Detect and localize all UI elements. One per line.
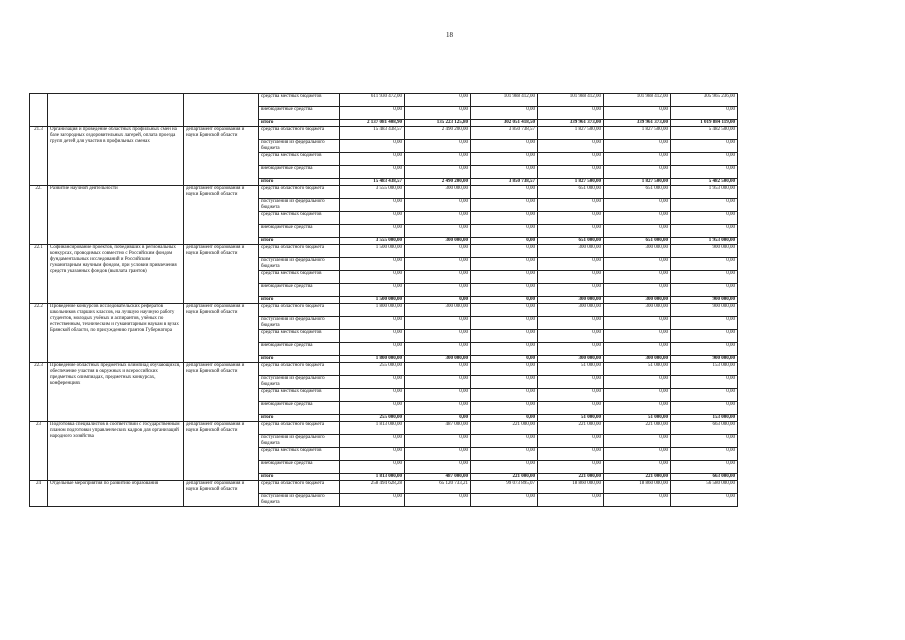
amount-cell: 487 000,00 bbox=[405, 474, 471, 481]
amount-cell: 0,00 bbox=[471, 284, 538, 297]
amount-cell: 0,00 bbox=[340, 343, 405, 356]
funding-source: средства областного бюджета bbox=[259, 304, 340, 317]
amount-cell: 0,00 bbox=[471, 107, 538, 120]
amount-cell: 0,00 bbox=[340, 461, 405, 474]
amount-cell: 0,00 bbox=[604, 140, 671, 153]
amount-cell: 0,00 bbox=[671, 271, 738, 284]
amount-cell: 0,00 bbox=[671, 107, 738, 120]
amount-cell: 0,00 bbox=[604, 284, 671, 297]
table-row bbox=[30, 186, 738, 199]
amount-cell: 0,00 bbox=[671, 212, 738, 225]
amount-cell: 0,00 bbox=[340, 317, 405, 330]
amount-cell: 0,00 bbox=[604, 166, 671, 179]
amount-cell: 0,00 bbox=[405, 199, 471, 212]
funding-source: средства местных бюджетов bbox=[259, 271, 340, 284]
amount-cell: 1 953 000,00 bbox=[671, 186, 738, 199]
amount-cell: 0,00 bbox=[405, 376, 471, 389]
amount-cell: 300 000,00 bbox=[405, 238, 471, 245]
funding-source: итого bbox=[259, 120, 340, 127]
amount-cell: 0,00 bbox=[471, 389, 538, 402]
amount-cell: 0,00 bbox=[471, 330, 538, 343]
amount-cell: 0,00 bbox=[471, 363, 538, 376]
funding-source: итого bbox=[259, 415, 340, 422]
amount-cell: 0,00 bbox=[604, 225, 671, 238]
amount-cell: 900 000,00 bbox=[671, 356, 738, 363]
amount-cell: 0,00 bbox=[538, 284, 604, 297]
amount-cell: 0,00 bbox=[471, 245, 538, 258]
amount-cell: 300 000,00 bbox=[604, 356, 671, 363]
funding-source: средства областного бюджета bbox=[259, 245, 340, 258]
item-number: 22.2 bbox=[30, 304, 48, 363]
amount-cell: 0,00 bbox=[471, 153, 538, 166]
funding-source: внебюджетные средства bbox=[259, 166, 340, 179]
amount-cell: 0,00 bbox=[671, 225, 738, 238]
amount-cell: 18 860 000,00 bbox=[538, 481, 604, 494]
amount-cell: 2 490 200,00 bbox=[405, 179, 471, 186]
amount-cell: 0,00 bbox=[471, 166, 538, 179]
amount-cell: 0,00 bbox=[604, 343, 671, 356]
item-number: 22. bbox=[30, 186, 48, 245]
amount-cell: 300 000,00 bbox=[604, 297, 671, 304]
item-number: 22.3 bbox=[30, 363, 48, 422]
amount-cell: 0,00 bbox=[340, 258, 405, 271]
amount-cell: 300 000,00 bbox=[604, 304, 671, 317]
funding-source: итого bbox=[259, 179, 340, 186]
amount-cell: 221 000,00 bbox=[604, 422, 671, 435]
amount-cell: 3 555 000,00 bbox=[340, 186, 405, 199]
amount-cell: 1 827 500,00 bbox=[538, 127, 604, 140]
amount-cell: 15 483 438,57 bbox=[340, 127, 405, 140]
amount-cell: 651 000,00 bbox=[538, 238, 604, 245]
funding-source: средства местных бюджетов bbox=[259, 330, 340, 343]
amount-cell: 0,00 bbox=[471, 238, 538, 245]
table-row bbox=[30, 304, 738, 317]
amount-cell: 221 000,00 bbox=[471, 474, 538, 481]
amount-cell: 487 000,00 bbox=[405, 422, 471, 435]
amount-cell: 0,00 bbox=[671, 140, 738, 153]
item-name: Подготовка специалистов в соответствии с государственным планом подготовки управленческих кадров для организаций народного хозяйства bbox=[48, 422, 184, 481]
amount-cell: 0,00 bbox=[340, 376, 405, 389]
amount-cell: 1 813 000,00 bbox=[340, 474, 405, 481]
amount-cell: 255 000,00 bbox=[340, 415, 405, 422]
amount-cell: 900 000,00 bbox=[671, 297, 738, 304]
amount-cell: 1 827 500,00 bbox=[538, 179, 604, 186]
amount-cell: 0,00 bbox=[538, 317, 604, 330]
amount-cell: 339 961 373,00 bbox=[538, 120, 604, 127]
amount-cell: 0,00 bbox=[604, 435, 671, 448]
amount-cell: 0,00 bbox=[340, 225, 405, 238]
amount-cell: 0,00 bbox=[604, 153, 671, 166]
item-executor: департамент образования и науки Брянской области bbox=[184, 422, 259, 481]
amount-cell: 0,00 bbox=[671, 389, 738, 402]
amount-cell: 221 000,00 bbox=[604, 474, 671, 481]
amount-cell: 0,00 bbox=[340, 153, 405, 166]
amount-cell: 0,00 bbox=[471, 461, 538, 474]
funding-source: итого bbox=[259, 474, 340, 481]
amount-cell: 0,00 bbox=[405, 94, 471, 107]
item-executor: департамент образования и науки Брянской области bbox=[184, 481, 259, 507]
funding-source: поступления из федерального бюджета bbox=[259, 317, 340, 330]
amount-cell: 101 988 412,00 bbox=[538, 94, 604, 107]
budget-table bbox=[29, 93, 738, 507]
amount-cell: 0,00 bbox=[538, 389, 604, 402]
amount-cell: 300 000,00 bbox=[538, 356, 604, 363]
amount-cell: 0,00 bbox=[471, 225, 538, 238]
amount-cell: 56 580 000,00 bbox=[671, 481, 738, 494]
amount-cell: 0,00 bbox=[340, 330, 405, 343]
amount-cell: 0,00 bbox=[538, 166, 604, 179]
amount-cell: 0,00 bbox=[405, 140, 471, 153]
amount-cell: 300 000,00 bbox=[538, 245, 604, 258]
amount-cell: 5 482 500,00 bbox=[671, 127, 738, 140]
amount-cell: 0,00 bbox=[604, 376, 671, 389]
amount-cell: 1 500 000,00 bbox=[340, 297, 405, 304]
amount-cell: 221 000,00 bbox=[538, 422, 604, 435]
amount-cell: 900 000,00 bbox=[671, 304, 738, 317]
amount-cell: 1 500 000,00 bbox=[340, 245, 405, 258]
amount-cell: 255 000,00 bbox=[340, 363, 405, 376]
amount-cell: 0,00 bbox=[538, 330, 604, 343]
amount-cell: 0,00 bbox=[405, 166, 471, 179]
amount-cell: 0,00 bbox=[538, 494, 604, 507]
amount-cell: 651 000,00 bbox=[604, 186, 671, 199]
amount-cell: 0,00 bbox=[471, 258, 538, 271]
amount-cell: 0,00 bbox=[471, 199, 538, 212]
amount-cell: 0,00 bbox=[405, 363, 471, 376]
amount-cell: 0,00 bbox=[471, 376, 538, 389]
funding-source: средства местных бюджетов bbox=[259, 153, 340, 166]
item-executor: департамент образования и науки Брянской области bbox=[184, 127, 259, 186]
amount-cell: 0,00 bbox=[405, 448, 471, 461]
table-row bbox=[30, 94, 738, 107]
amount-cell: 0,00 bbox=[538, 448, 604, 461]
item-name: Проведение областных предметных олимпиад обучающихся, обеспечение участия в окружных и всероссийских предметных олимпиадах, предметных конкурсах, конференциях bbox=[48, 363, 184, 422]
amount-cell: 0,00 bbox=[340, 271, 405, 284]
table-row bbox=[30, 127, 738, 140]
amount-cell: 305 965 236,00 bbox=[671, 94, 738, 107]
funding-source: средства областного бюджета bbox=[259, 127, 340, 140]
amount-cell: 1 019 884 119,00 bbox=[671, 120, 738, 127]
amount-cell: 3 555 000,00 bbox=[340, 238, 405, 245]
amount-cell: 0,00 bbox=[604, 107, 671, 120]
amount-cell: 3 850 738,57 bbox=[471, 179, 538, 186]
amount-cell: 0,00 bbox=[671, 330, 738, 343]
funding-source: внебюджетные средства bbox=[259, 461, 340, 474]
amount-cell: 0,00 bbox=[405, 153, 471, 166]
amount-cell: 0,00 bbox=[538, 107, 604, 120]
amount-cell: 0,00 bbox=[671, 402, 738, 415]
table-row bbox=[30, 245, 738, 258]
amount-cell: 0,00 bbox=[671, 199, 738, 212]
amount-cell: 0,00 bbox=[604, 212, 671, 225]
item-executor: департамент образования и науки Брянской области bbox=[184, 186, 259, 245]
amount-cell: 0,00 bbox=[471, 356, 538, 363]
funding-source: итого bbox=[259, 356, 340, 363]
amount-cell: 0,00 bbox=[671, 258, 738, 271]
item-executor: департамент образования и науки Брянской области bbox=[184, 304, 259, 363]
amount-cell: 0,00 bbox=[671, 376, 738, 389]
amount-cell: 0,00 bbox=[405, 494, 471, 507]
funding-source: поступления из федерального бюджета bbox=[259, 140, 340, 153]
amount-cell: 0,00 bbox=[405, 284, 471, 297]
funding-source: внебюджетные средства bbox=[259, 284, 340, 297]
amount-cell: 0,00 bbox=[471, 402, 538, 415]
amount-cell: 0,00 bbox=[671, 448, 738, 461]
funding-source: поступления из федерального бюджета bbox=[259, 435, 340, 448]
amount-cell: 0,00 bbox=[340, 494, 405, 507]
amount-cell: 0,00 bbox=[405, 389, 471, 402]
amount-cell: 0,00 bbox=[604, 494, 671, 507]
amount-cell: 0,00 bbox=[671, 166, 738, 179]
amount-cell: 0,00 bbox=[604, 461, 671, 474]
item-number: 24 bbox=[30, 481, 48, 507]
funding-source: итого bbox=[259, 238, 340, 245]
amount-cell: 0,00 bbox=[471, 297, 538, 304]
amount-cell: 300 000,00 bbox=[538, 297, 604, 304]
amount-cell: 1 800 000,00 bbox=[340, 356, 405, 363]
amount-cell: 300 000,00 bbox=[604, 245, 671, 258]
amount-cell: 0,00 bbox=[471, 304, 538, 317]
funding-source: средства местных бюджетов bbox=[259, 94, 340, 107]
amount-cell: 0,00 bbox=[604, 317, 671, 330]
amount-cell: 0,00 bbox=[604, 199, 671, 212]
amount-cell: 0,00 bbox=[604, 271, 671, 284]
amount-cell: 0,00 bbox=[538, 258, 604, 271]
amount-cell: 18 860 000,00 bbox=[604, 481, 671, 494]
amount-cell: 0,00 bbox=[604, 402, 671, 415]
amount-cell: 339 961 373,00 bbox=[604, 120, 671, 127]
funding-source: внебюджетные средства bbox=[259, 343, 340, 356]
amount-cell: 1 827 500,00 bbox=[604, 127, 671, 140]
funding-source: поступления из федерального бюджета bbox=[259, 258, 340, 271]
amount-cell: 0,00 bbox=[340, 107, 405, 120]
amount-cell: 0,00 bbox=[471, 140, 538, 153]
amount-cell: 135 223 125,80 bbox=[405, 120, 471, 127]
amount-cell: 663 000,00 bbox=[671, 422, 738, 435]
amount-cell: 0,00 bbox=[340, 284, 405, 297]
funding-source: поступления из федерального бюджета bbox=[259, 199, 340, 212]
funding-source: средства областного бюджета bbox=[259, 186, 340, 199]
amount-cell: 51 000,00 bbox=[604, 363, 671, 376]
funding-source: итого bbox=[259, 297, 340, 304]
amount-cell: 1 800 000,00 bbox=[340, 304, 405, 317]
amount-cell: 0,00 bbox=[405, 461, 471, 474]
amount-cell: 3 850 738,57 bbox=[471, 127, 538, 140]
amount-cell: 0,00 bbox=[340, 402, 405, 415]
item-name: Отдельные мероприятия по развитию образования bbox=[48, 481, 184, 507]
amount-cell: 0,00 bbox=[538, 461, 604, 474]
amount-cell: 0,00 bbox=[538, 435, 604, 448]
item-name: Организация и проведение областных профильных смен на базе загородных оздоровительных лагерей, оплата проезда групп детей для участия в профильных сменах bbox=[48, 127, 184, 186]
amount-cell: 0,00 bbox=[471, 494, 538, 507]
amount-cell: 0,00 bbox=[405, 402, 471, 415]
amount-cell: 0,00 bbox=[604, 258, 671, 271]
amount-cell: 0,00 bbox=[538, 199, 604, 212]
amount-cell: 221 000,00 bbox=[538, 474, 604, 481]
amount-cell: 0,00 bbox=[671, 461, 738, 474]
amount-cell: 0,00 bbox=[405, 258, 471, 271]
amount-cell: 0,00 bbox=[671, 343, 738, 356]
amount-cell: 15 483 438,57 bbox=[340, 179, 405, 186]
amount-cell: 0,00 bbox=[405, 245, 471, 258]
amount-cell: 101 988 412,00 bbox=[471, 94, 538, 107]
table-row bbox=[30, 363, 738, 376]
amount-cell: 2 490 200,00 bbox=[405, 127, 471, 140]
amount-cell: 153 000,00 bbox=[671, 415, 738, 422]
amount-cell: 651 000,00 bbox=[538, 186, 604, 199]
amount-cell: 153 000,00 bbox=[671, 363, 738, 376]
amount-cell: 51 000,00 bbox=[604, 415, 671, 422]
amount-cell: 99 073 895,07 bbox=[471, 481, 538, 494]
funding-source: внебюджетные средства bbox=[259, 225, 340, 238]
amount-cell: 900 000,00 bbox=[671, 245, 738, 258]
amount-cell: 1 827 500,00 bbox=[604, 179, 671, 186]
amount-cell: 663 000,00 bbox=[671, 474, 738, 481]
funding-source: средства областного бюджета bbox=[259, 422, 340, 435]
amount-cell: 0,00 bbox=[604, 448, 671, 461]
funding-source: средства местных бюджетов bbox=[259, 212, 340, 225]
amount-cell: 0,00 bbox=[340, 389, 405, 402]
amount-cell: 0,00 bbox=[405, 107, 471, 120]
amount-cell: 2 137 081 408,90 bbox=[340, 120, 405, 127]
amount-cell: 0,00 bbox=[405, 297, 471, 304]
funding-source: поступления из федерального бюджета bbox=[259, 494, 340, 507]
amount-cell: 0,00 bbox=[538, 140, 604, 153]
amount-cell: 1 813 000,00 bbox=[340, 422, 405, 435]
amount-cell: 0,00 bbox=[538, 271, 604, 284]
amount-cell: 0,00 bbox=[538, 212, 604, 225]
table-row bbox=[30, 422, 738, 435]
amount-cell: 0,00 bbox=[538, 225, 604, 238]
amount-cell: 0,00 bbox=[340, 212, 405, 225]
amount-cell: 0,00 bbox=[471, 186, 538, 199]
amount-cell: 0,00 bbox=[671, 284, 738, 297]
amount-cell: 51 000,00 bbox=[538, 415, 604, 422]
amount-cell: 0,00 bbox=[671, 317, 738, 330]
funding-source: внебюджетные средства bbox=[259, 107, 340, 120]
amount-cell: 221 000,00 bbox=[471, 422, 538, 435]
amount-cell: 65 120 733,21 bbox=[405, 481, 471, 494]
amount-cell: 300 000,00 bbox=[405, 356, 471, 363]
amount-cell: 0,00 bbox=[405, 271, 471, 284]
amount-cell: 302 051 418,50 bbox=[471, 120, 538, 127]
amount-cell: 300 000,00 bbox=[538, 304, 604, 317]
item-name: Проведение конкурсов исследовательских рефератов школьников старших классов, на лучшую научную работу студентов, молодых учёных и аспирантов, учёных по естественным, техническим и гуманитарным наукам в вузах Брянской области, по присуждению грантов Губернатора bbox=[48, 304, 184, 363]
item-executor: департамент образования и науки Брянской области bbox=[184, 245, 259, 304]
amount-cell: 300 000,00 bbox=[405, 186, 471, 199]
page-number: 18 bbox=[446, 31, 453, 39]
item-number: 21.3 bbox=[30, 127, 48, 186]
amount-cell: 651 000,00 bbox=[604, 238, 671, 245]
item-number: 22.1 bbox=[30, 245, 48, 304]
amount-cell: 0,00 bbox=[405, 225, 471, 238]
amount-cell: 611 930 472,00 bbox=[340, 94, 405, 107]
amount-cell: 0,00 bbox=[340, 199, 405, 212]
amount-cell: 0,00 bbox=[538, 153, 604, 166]
amount-cell: 300 000,00 bbox=[405, 304, 471, 317]
item-executor: департамент образования и науки Брянской области bbox=[184, 363, 259, 422]
amount-cell: 0,00 bbox=[340, 140, 405, 153]
amount-cell: 0,00 bbox=[405, 317, 471, 330]
amount-cell: 0,00 bbox=[471, 271, 538, 284]
amount-cell: 101 988 412,00 bbox=[604, 94, 671, 107]
item-executor bbox=[184, 94, 259, 127]
amount-cell: 0,00 bbox=[604, 389, 671, 402]
amount-cell: 0,00 bbox=[471, 448, 538, 461]
amount-cell: 0,00 bbox=[405, 343, 471, 356]
amount-cell: 0,00 bbox=[538, 402, 604, 415]
amount-cell: 0,00 bbox=[405, 435, 471, 448]
amount-cell: 0,00 bbox=[538, 376, 604, 389]
amount-cell: 0,00 bbox=[671, 153, 738, 166]
amount-cell: 0,00 bbox=[340, 448, 405, 461]
funding-source: поступления из федерального бюджета bbox=[259, 376, 340, 389]
item-number bbox=[30, 94, 48, 127]
funding-source: внебюджетные средства bbox=[259, 402, 340, 415]
amount-cell: 0,00 bbox=[604, 330, 671, 343]
amount-cell: 0,00 bbox=[538, 343, 604, 356]
amount-cell: 0,00 bbox=[671, 494, 738, 507]
amount-cell: 0,00 bbox=[471, 212, 538, 225]
amount-cell: 0,00 bbox=[471, 317, 538, 330]
amount-cell: 0,00 bbox=[471, 343, 538, 356]
item-name: Софинансирование проектов, победивших в региональных конкурсах, проводимых совместно с Российским фондом фундаментальных исследований и Российским гуманитарным научным фондом, при условии привлечения средств указанных фондов (выплата грантов) bbox=[48, 245, 184, 304]
amount-cell: 0,00 bbox=[471, 415, 538, 422]
amount-cell: 0,00 bbox=[671, 435, 738, 448]
funding-source: средства местных бюджетов bbox=[259, 389, 340, 402]
amount-cell: 0,00 bbox=[340, 166, 405, 179]
amount-cell: 0,00 bbox=[405, 330, 471, 343]
amount-cell: 0,00 bbox=[471, 435, 538, 448]
table-row bbox=[30, 481, 738, 494]
amount-cell: 1 953 000,00 bbox=[671, 238, 738, 245]
item-name bbox=[48, 94, 184, 127]
item-number: 23 bbox=[30, 422, 48, 481]
amount-cell: 0,00 bbox=[405, 415, 471, 422]
amount-cell: 0,00 bbox=[340, 435, 405, 448]
amount-cell: 258 494 628,28 bbox=[340, 481, 405, 494]
item-name: Развитие научной деятельности bbox=[48, 186, 184, 245]
funding-source: средства местных бюджетов bbox=[259, 448, 340, 461]
amount-cell: 0,00 bbox=[405, 212, 471, 225]
amount-cell: 51 000,00 bbox=[538, 363, 604, 376]
amount-cell: 5 482 500,00 bbox=[671, 179, 738, 186]
funding-source: средства областного бюджета bbox=[259, 363, 340, 376]
funding-source: средства областного бюджета bbox=[259, 481, 340, 494]
